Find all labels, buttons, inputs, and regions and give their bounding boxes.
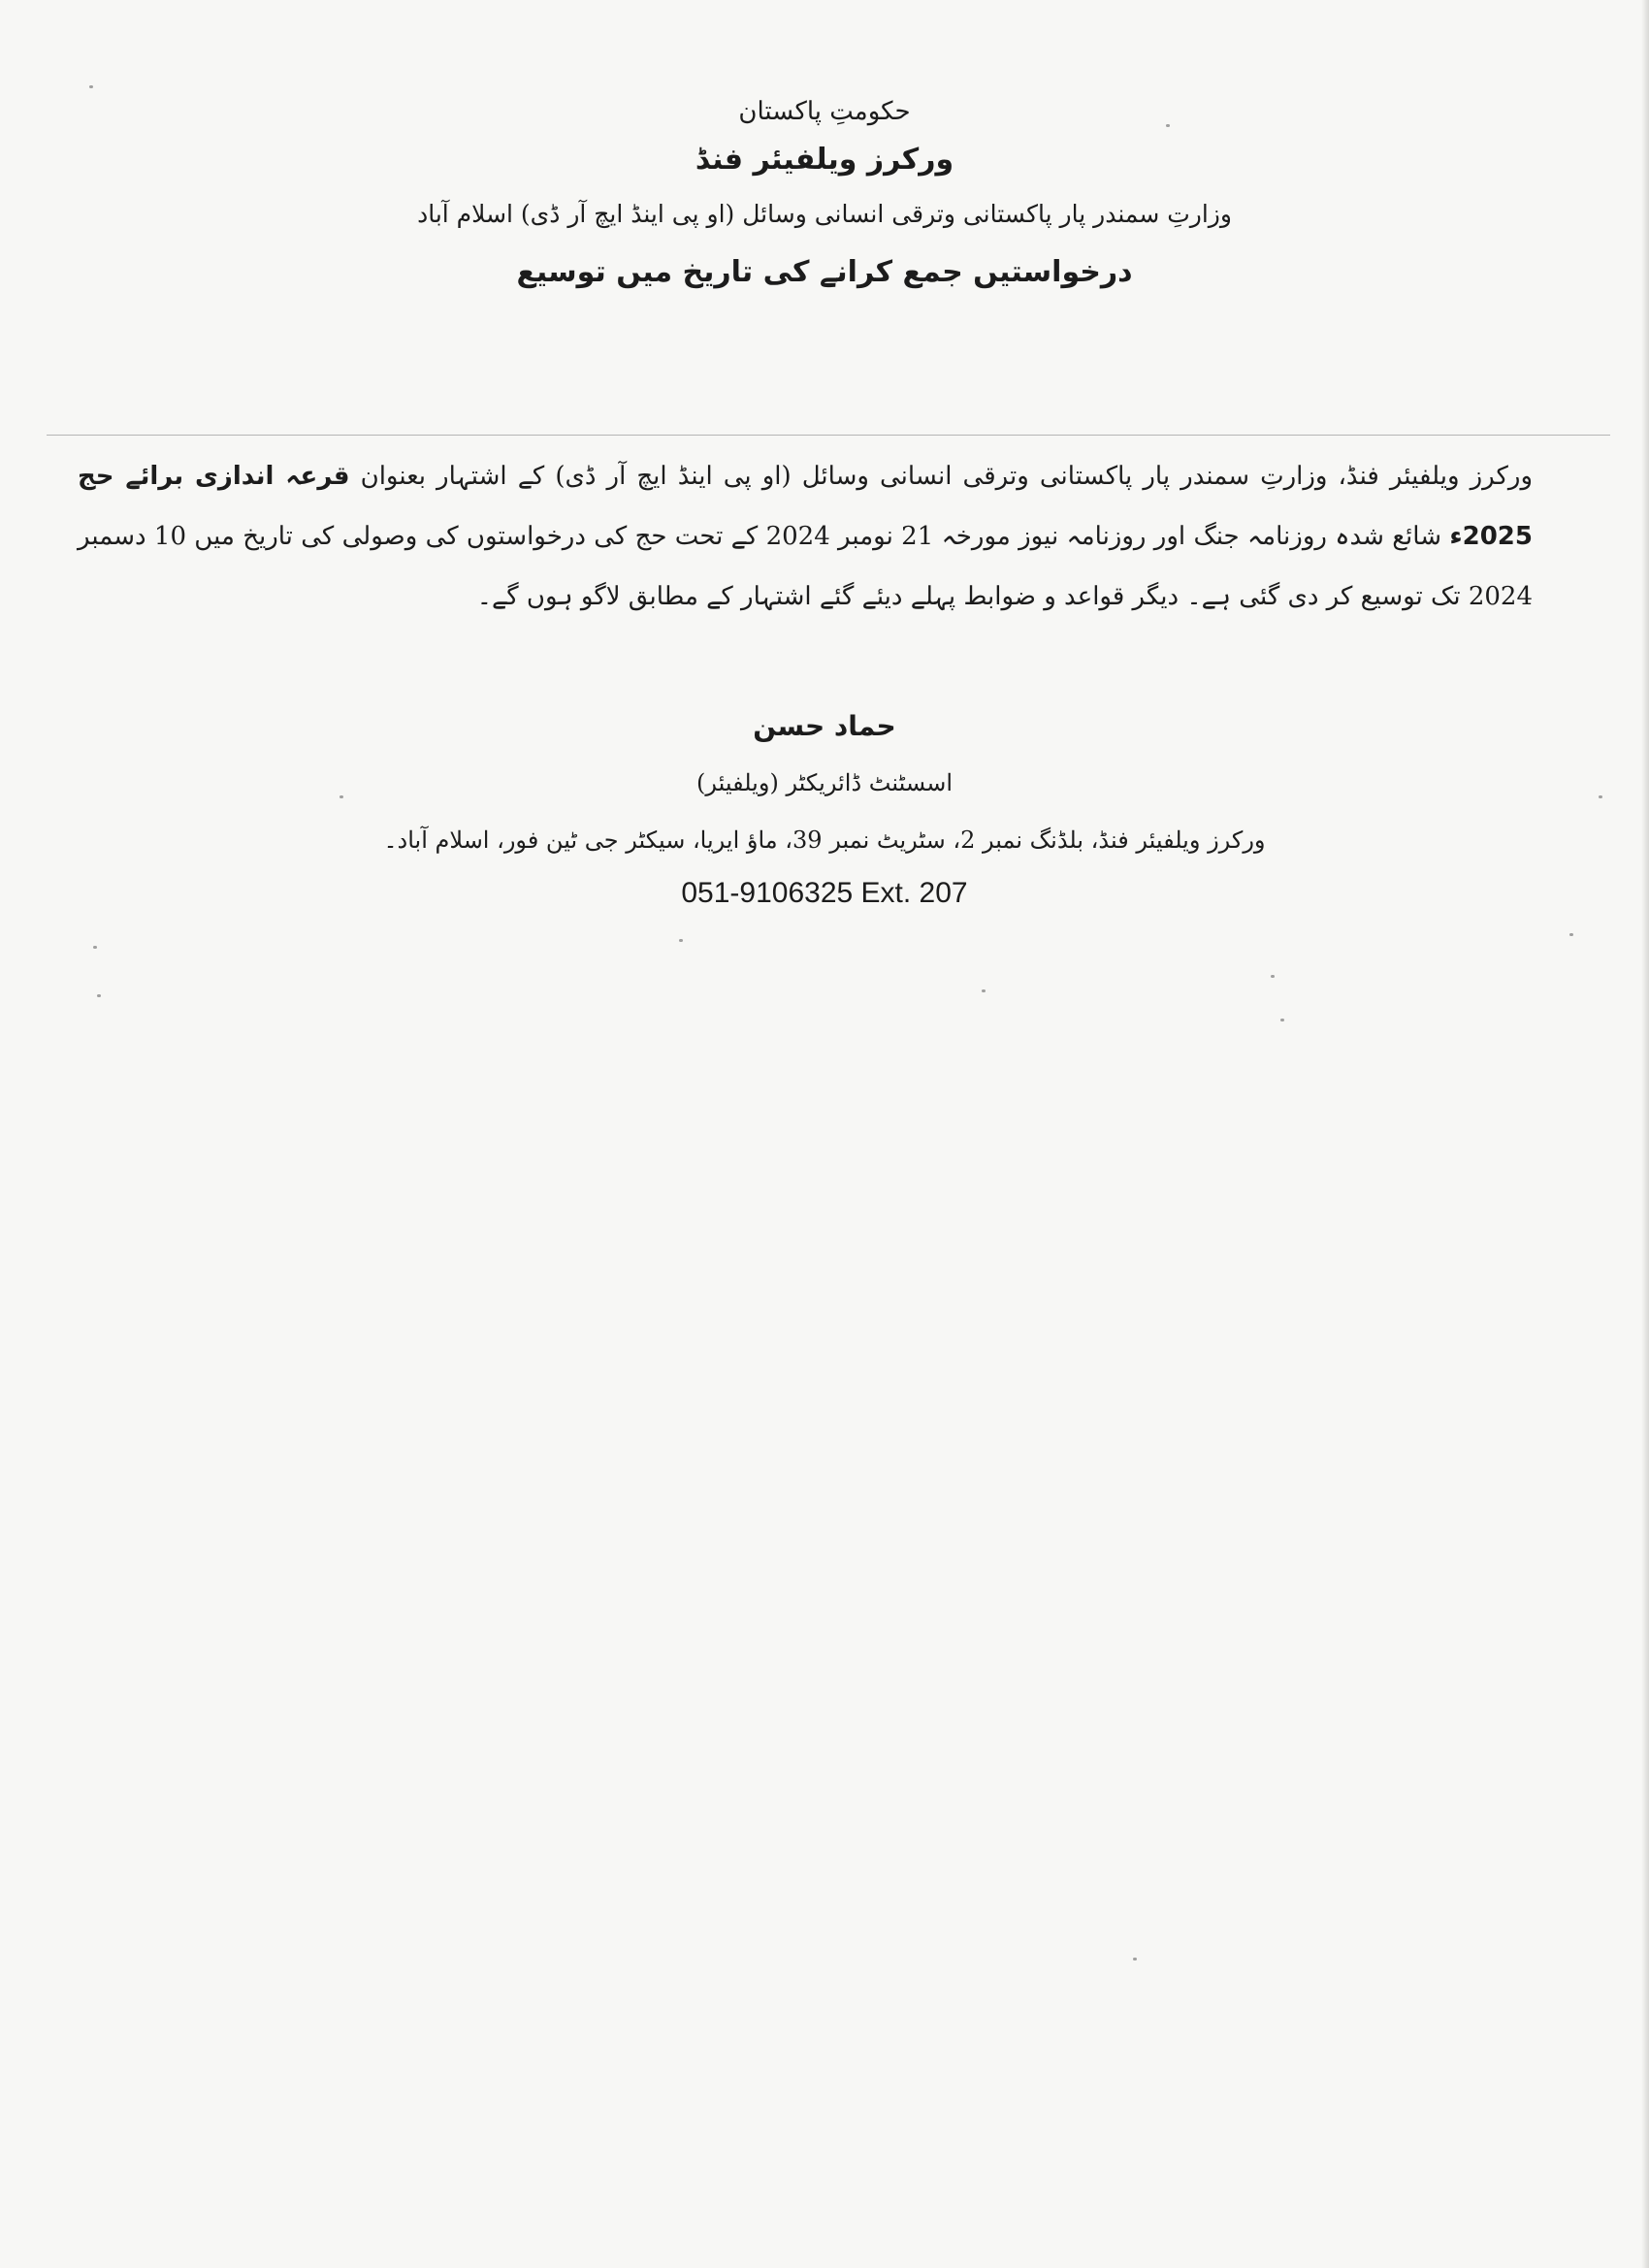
ministry-line: وزارتِ سمندر پار پاکستانی وترقی انسانی وسائل (او پی اینڈ ایچ آر ڈی) اسلام آباد bbox=[417, 200, 1232, 228]
signer-title: اسسٹنٹ ڈائریکٹر (ویلفیئر) bbox=[696, 769, 953, 796]
page-edge-shadow bbox=[1641, 0, 1649, 2268]
scan-speck bbox=[340, 795, 343, 798]
scan-speck bbox=[89, 85, 93, 88]
notice-body-part-2: شائع شدہ روزنامہ جنگ اور روزنامہ نیوز مورخہ 21 نومبر 2024 کے تحت حج کی درخواستوں کی وصولی کی تاریخ میں 10 دسمبر 2024 تک توسیع کر دی گئی ہے۔ دیگر قواعد و ضوابط پہلے دیئے گئے اشتہار کے مطابق لاگو ہوں گے۔ bbox=[78, 522, 1533, 611]
notice-body-part-1: ورکرز ویلفیئر فنڈ، وزارتِ سمندر پار پاکستانی وترقی انسانی وسائل (او پی اینڈ ایچ آر ڈی) کے اشتہار بعنوان bbox=[349, 462, 1533, 491]
letterhead bbox=[0, 92, 1649, 302]
notice-subject: درخواستیں جمع کرانے کی تاریخ میں توسیع bbox=[516, 255, 1133, 289]
scan-speck bbox=[97, 994, 101, 997]
organization-name: ورکرز ویلفیئر فنڈ bbox=[695, 143, 954, 177]
signature-block bbox=[0, 698, 1649, 918]
scan-speck bbox=[1280, 1019, 1284, 1021]
government-line: حکومتِ پاکستان bbox=[738, 97, 911, 126]
scan-speck bbox=[1133, 1958, 1137, 1960]
scan-speck bbox=[1569, 933, 1573, 936]
scan-speck bbox=[1599, 795, 1602, 798]
scan-speck bbox=[93, 946, 97, 949]
header-divider bbox=[47, 435, 1610, 436]
scan-speck bbox=[982, 989, 986, 992]
signer-name: حماد حسن bbox=[753, 710, 896, 742]
signer-phone: 051-9106325 Ext. 207 bbox=[681, 877, 968, 909]
notice-body-highlight: قرعہ اندازی برائے حج 2025ء bbox=[78, 462, 1533, 551]
scan-speck bbox=[1166, 124, 1170, 127]
scan-speck bbox=[679, 939, 683, 942]
scan-speck bbox=[1271, 975, 1275, 978]
signer-address: ورکرز ویلفیئر فنڈ، بلڈنگ نمبر 2، سٹریٹ نمبر 39، ماؤ ایریا، سیکٹر جی ٹین فور، اسلام آباد۔ bbox=[383, 826, 1266, 854]
notice-body bbox=[78, 446, 1533, 627]
